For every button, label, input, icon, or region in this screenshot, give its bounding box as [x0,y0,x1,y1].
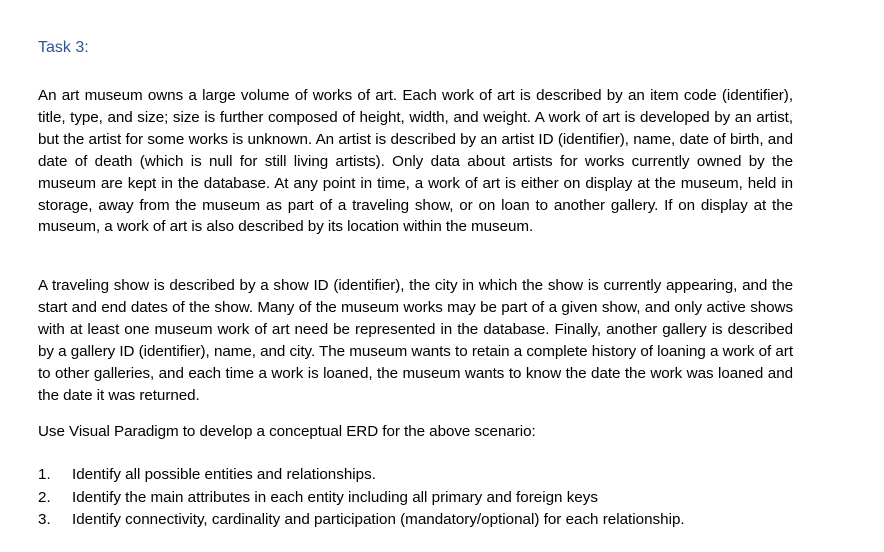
step-text: Identify the main attributes in each entity including all primary and foreign keys [72,488,598,506]
task-title: Task 3: [38,39,89,56]
step-number: 2. [38,488,51,506]
paragraph-museum-description: An art museum owns a large volume of works of art. Each work of art is described by an item code (identifier), title, type, and size; size is further composed of height, width, and weight. A work of art is developed by an artist, but the artist for some works is unknown. An artist is described by an artist ID (identifier), name, date of birth, and date of death (which is null for still living artists). Only data about artists for works currently owned by the museum are kept in the database. At any point in time, a work of art is either on display at the museum, held in storage, away from the museum as part of a traveling show, or on loan to another gallery. If on display at the museum, a work of art is also described by its location within the museum. [38,87,793,236]
step-text: Identify connectivity, cardinality and participation (mandatory/optional) for each relationship. [72,511,685,528]
step-number: 3. [38,511,51,528]
step-text: Identify all possible entities and relationships. [72,466,376,483]
paragraph-traveling-show: A traveling show is described by a show ID (identifier), the city in which the show is currently appearing, and the start and end dates of the show. Many of the museum works may be part of a given show, and only active shows with at least one museum work of art need be represented in the database. Finally, another gallery is described by a gallery ID (identifier), name, and city. The museum wants to retain a complete history of loaning a work of art to other galleries, and each time a work is loaned, the museum wants to know the date the work was loaned and the date it was returned. [38,277,793,404]
list-item [38,487,838,510]
list-item [38,509,838,532]
list-item [38,464,838,487]
step-number: 1. [38,466,51,483]
paragraph-instruction: Use Visual Paradigm to develop a conceptual ERD for the above scenario: [38,423,536,440]
steps-list [38,464,838,532]
